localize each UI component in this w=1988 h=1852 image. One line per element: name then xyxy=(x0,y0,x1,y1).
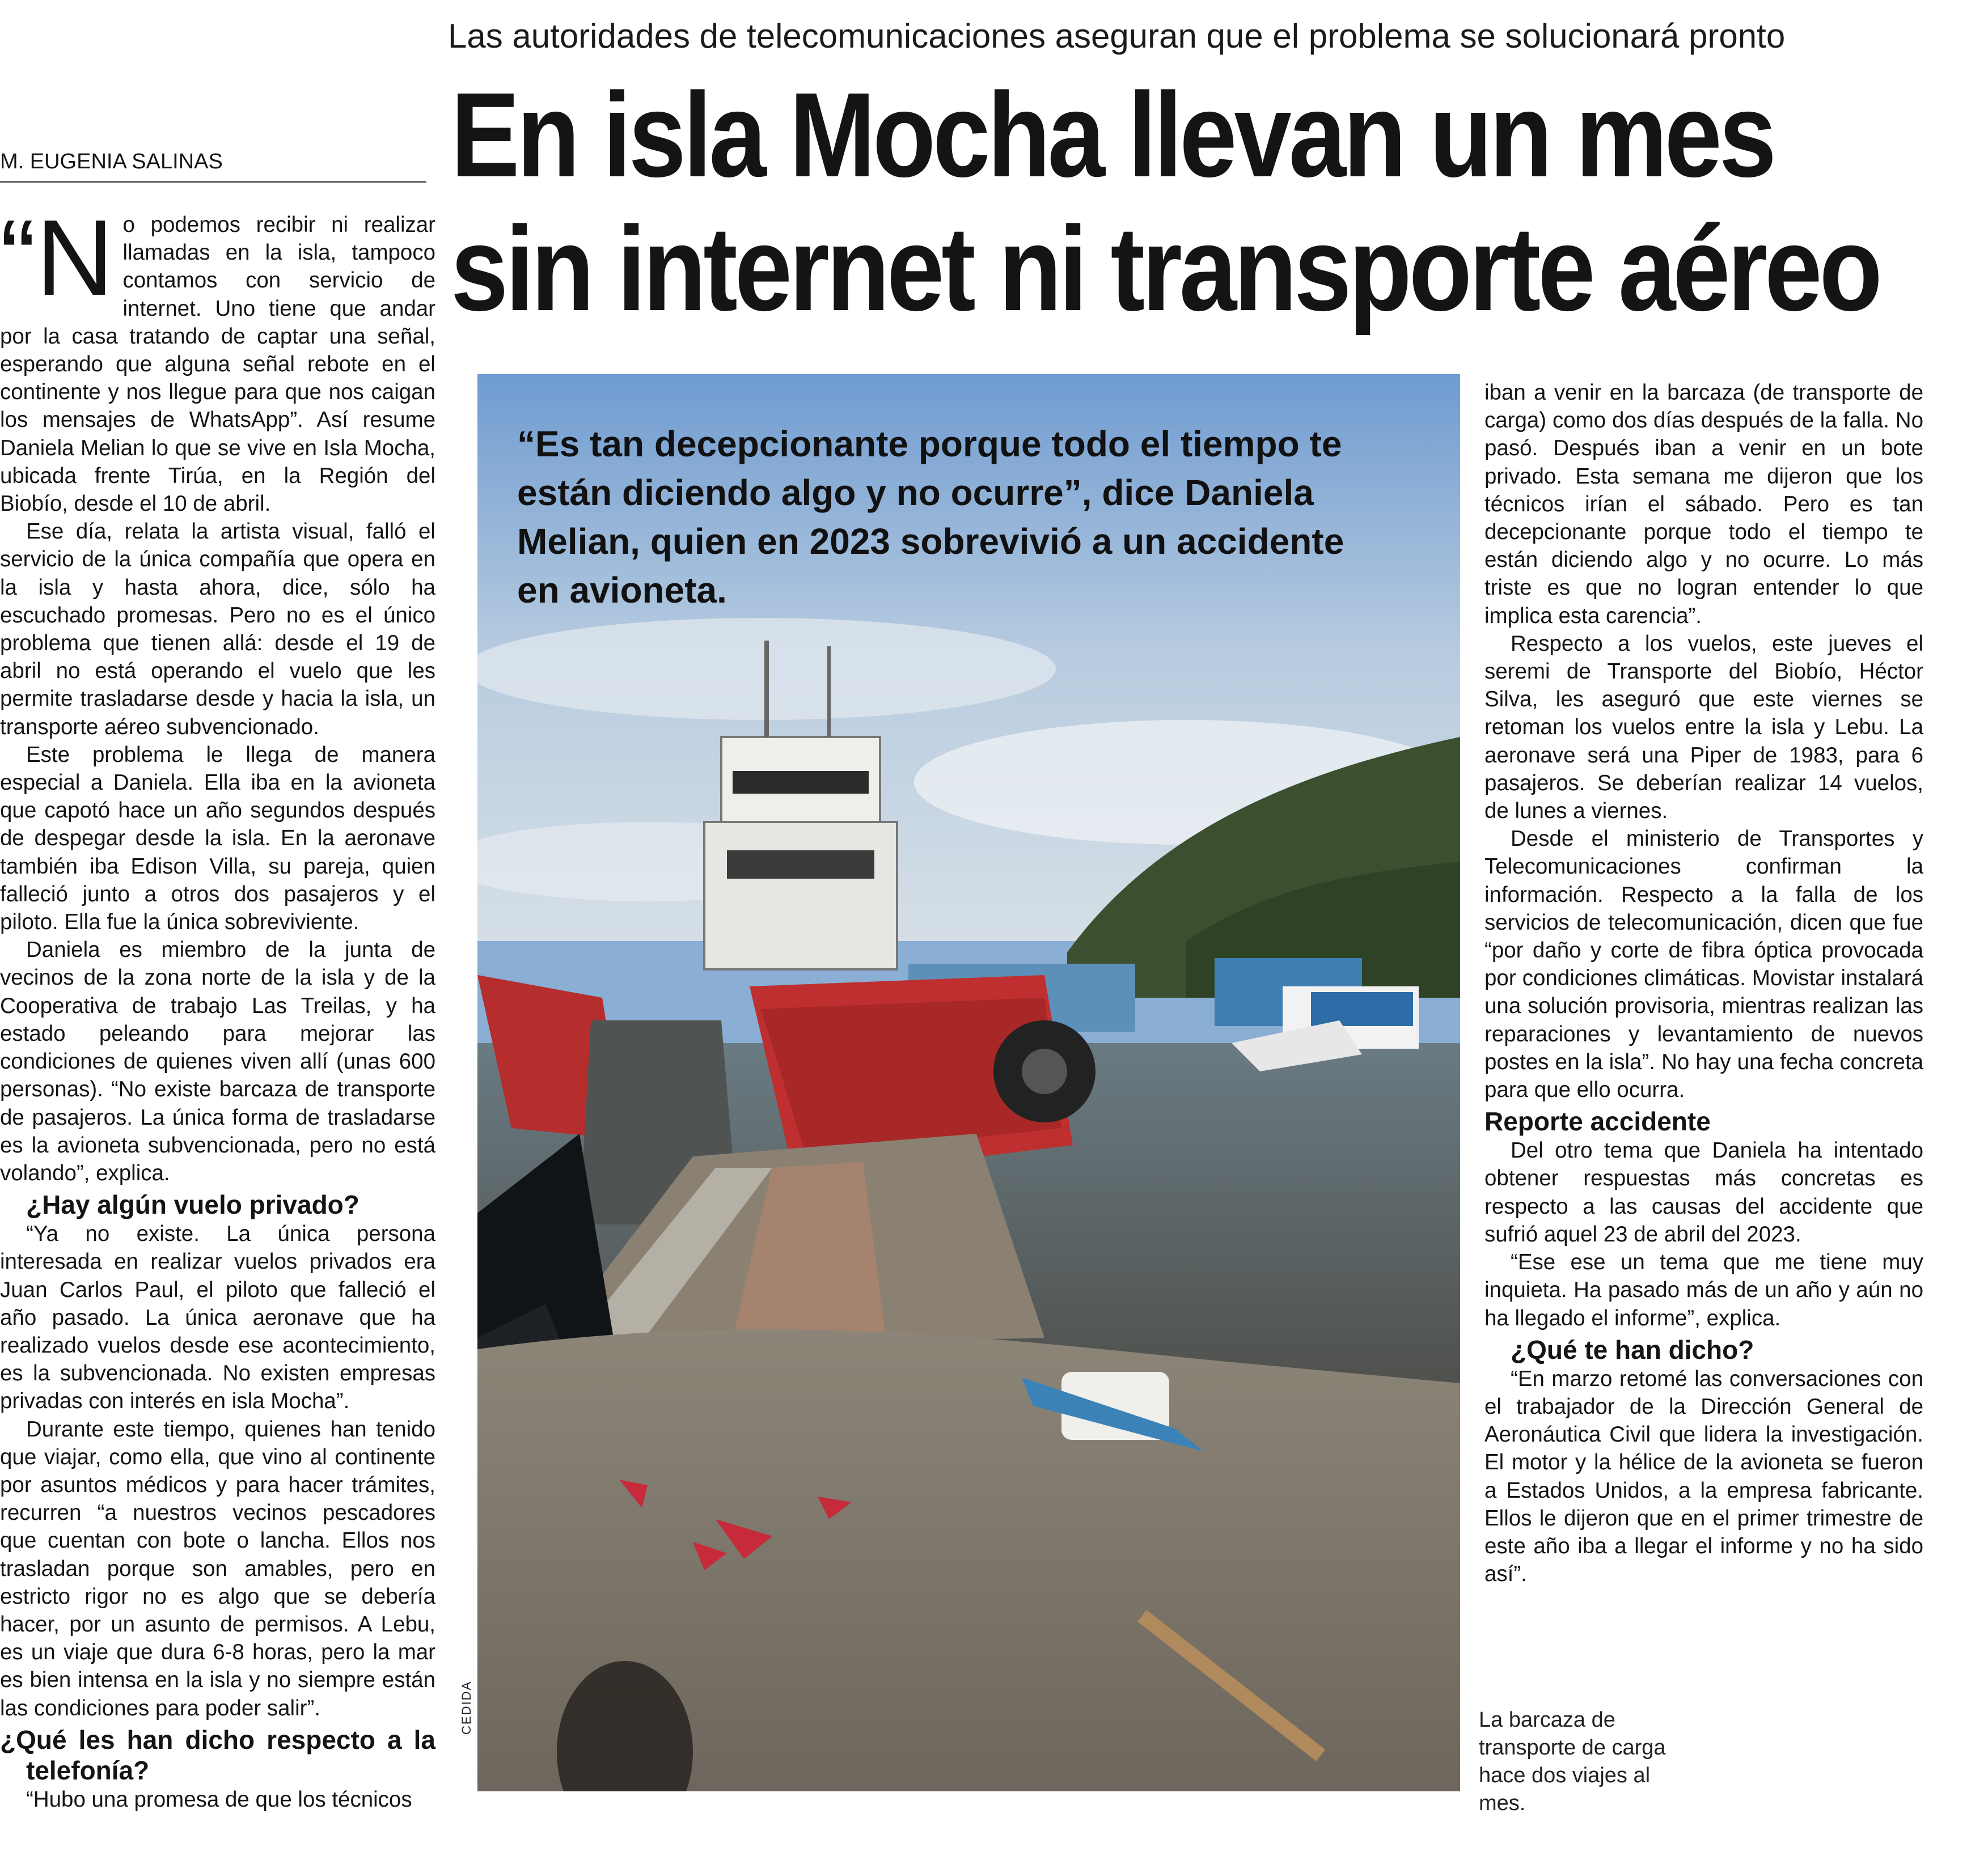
question-heading: ¿Qué te han dicho? xyxy=(1511,1334,1754,1364)
paragraph: “Ya no existe. La única persona interesada en realizar vuelos privados era Juan Carlos Paul, el piloto que falleció el año pasado. La única aeronave que ha realizado vuelos desde ese acontecimiento, es la subvencionada. No existen empresas privadas con interés en isla Mocha”. xyxy=(0,1222,435,1414)
article-column-right xyxy=(1484,379,1923,1588)
paragraph: Durante este tiempo, quienes han tenido que viajar, como ella, que vino al continente por asuntos médicos y para hacer trámites, recurren “a nuestros vecinos pescadores que cuentan con bote o lancha. Ellos nos trasladan porque son amables, pero en estricto rigor no es algo que se debería hacer, por un asunto de permisos. A Lebu, es un viaje que dura 6-8 horas, pero la mar es bien intensa en la isla y no siempre están las condiciones para poder salir”. xyxy=(0,1417,435,1720)
paragraph: Ese día, relata la artista visual, falló el servicio de la única compañía que opera en la isla y hasta ahora, dice, sólo ha escuchado promesas. Pero no es el único problema que tienen allá: desde el 19 de abril no está operando el vuelo que les permite trasladarse desde y hacia la isla, un transporte aéreo subvencionado. xyxy=(0,519,435,739)
paragraph: Este problema le llega de manera especial a Daniela. Ella iba en la avioneta que capotó hace un año segundos después de despegar desde la isla. En la aeronave también iba Edison Villa, su pareja, quien falleció junto a otros dos pasajeros y el piloto. Ella fue la única sobreviviente. xyxy=(0,742,435,935)
photo-credit: CEDIDA xyxy=(459,1680,473,1735)
article-headline xyxy=(451,67,1880,336)
question-heading: ¿Qué les han dicho respecto a la telefonía? xyxy=(0,1724,435,1785)
section-heading: Reporte accidente xyxy=(1484,1107,1711,1137)
paragraph-lead xyxy=(0,198,435,518)
paragraph: Desde el ministerio de Transportes y Telecomunicaciones confirman la información. Respecto a la falla de los servicios de telecomunicación, dicen que fue “por daño y corte de fibra óptica provocada por condiciones climáticas. Movistar instalará una solución provisoria, mientras realizan las reparaciones y levantamiento de nuevos postes en la isla”. No hay una fecha concreta para que ello ocurra. xyxy=(1484,827,1923,1103)
paragraph: Respecto a los vuelos, este jueves el seremi de Transporte del Biobío, Héctor Silva, les aseguró que este viernes se retoman los vuelos entre la isla y Lebu. La aeronave será una Piper de 1983, para 6 pasajeros. Se deberían realizar 14 vuelos, de lunes a viernes. xyxy=(1484,631,1923,824)
drop-cap: “N xyxy=(0,198,114,318)
headline-line-1: En isla Mocha llevan un mes xyxy=(451,67,1774,202)
lead-text: o podemos recibir ni realizar llamadas en la isla, tampoco contamos con servicio de internet. Uno tiene que andar por la casa tratando de captar una señal, esperando que alguna señal rebote en el continente y nos llegue para que nos caigan los mensajes de WhatsApp”. Así resume Daniela Melian lo que se vive en Isla Mocha, ubicada frente Tirúa, en la Región del Biobío, desde el 10 de abril. xyxy=(0,213,435,516)
pull-quote: “Es tan decepcionante porque todo el tiempo te están diciendo algo y no ocurre”, dice Daniela Melian, quien en 2023 sobrevivió a un accidente en avioneta. xyxy=(517,423,1344,611)
photo-caption: La barcaza de transporte de carga hace dos viajes al mes. xyxy=(1479,1708,1666,1815)
paragraph: “Ese ese un tema que me tiene muy inquieta. Ha pasado más de un año y aún no ha llegado el informe”, explica. xyxy=(1484,1250,1923,1330)
article-column-left xyxy=(0,198,435,1813)
paragraph: “En marzo retomé las conversaciones con el trabajador de la Dirección General de Aeronáutica Civil que lidera la investigación. El motor y la hélice de la avioneta se fueron a Estados Unidos, a la empresa fabricante. Ellos le dijeron que en el primer trimestre de este año iba a llegar el informe y no ha sido así”. xyxy=(1484,1366,1923,1587)
paragraph: iban a venir en la barcaza (de transporte de carga) como dos días después de la falla. No pasó. Después iban a venir en un bote privado. Esta semana me dijeron que los técnicos irían el sábado. Pero es tan decepcionante porque todo el tiempo te están diciendo algo y no ocurre. Lo más triste es que no logran entender lo que implica esta carencia”. xyxy=(1484,380,1923,628)
paragraph: Del otro tema que Daniela ha intentado obtener respuestas más concretas es respecto a las causas del accidente que sufrió aquel 23 de abril del 2023. xyxy=(1484,1138,1923,1247)
byline xyxy=(0,149,426,183)
paragraph: Daniela es miembro de la junta de vecinos de la zona norte de la isla y de la Cooperativa de trabajo Las Treilas, y ha estado peleando para mejorar las condiciones de quienes viven allí (unas 600 personas). “No existe barcaza de transporte de pasajeros. La única forma de trasladarse es la avioneta subvencionada, pero no está volando”, explica. xyxy=(0,938,435,1185)
question-heading: ¿Hay algún vuelo privado? xyxy=(26,1190,359,1220)
headline-line-2: sin internet ni transporte aéreo xyxy=(451,201,1880,336)
article-kicker: Las autoridades de telecomunicaciones aseguran que el problema se solucionará pronto xyxy=(448,17,1786,55)
paragraph: “Hubo una promesa de que los técnicos xyxy=(26,1787,412,1812)
byline-author: M. EUGENIA SALINAS xyxy=(0,150,223,173)
